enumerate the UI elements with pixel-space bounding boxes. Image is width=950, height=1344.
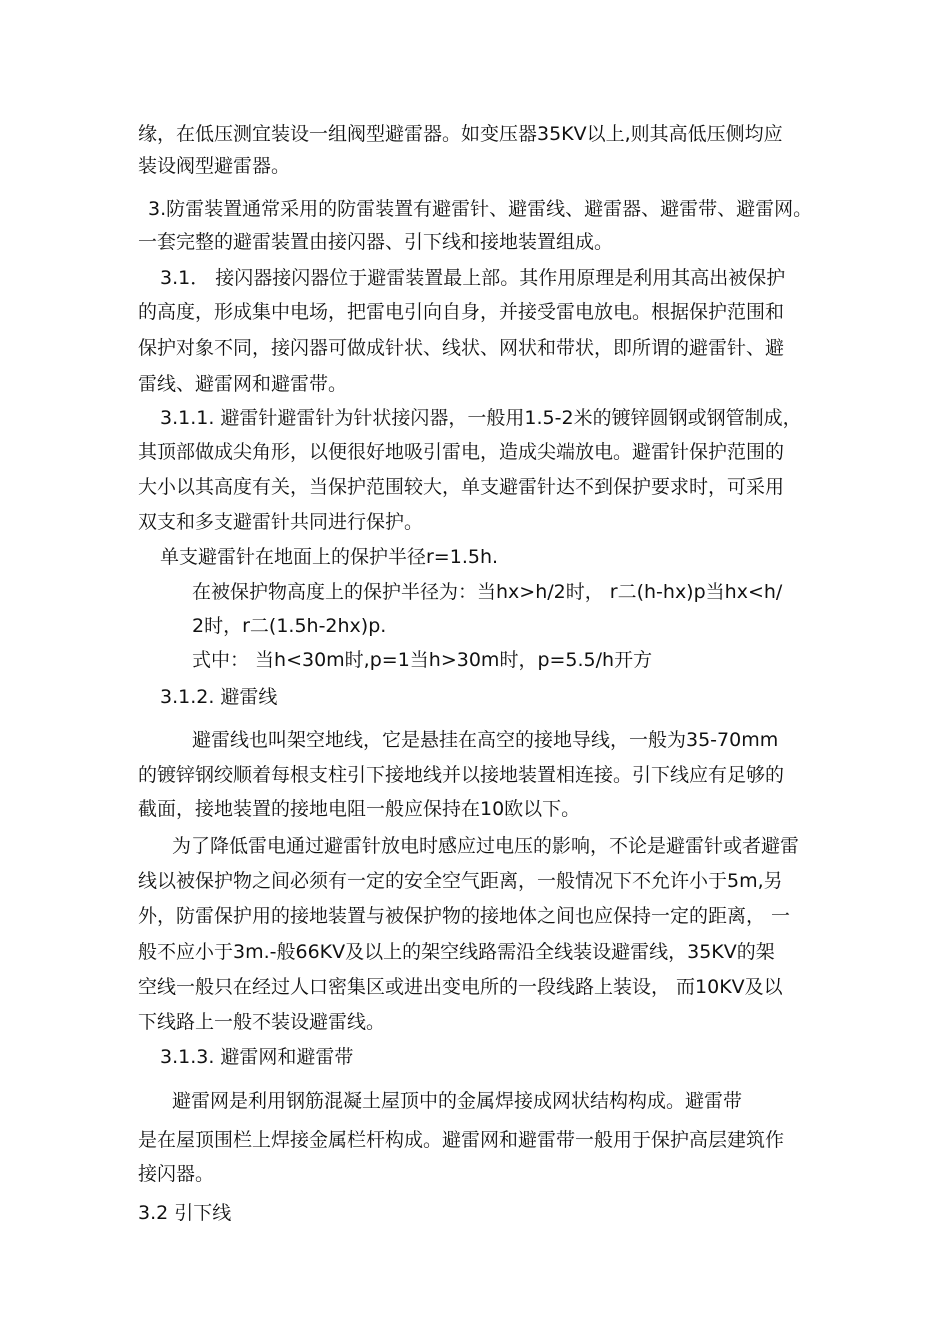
text-line: 3.1． 接闪器接闪器位于避雷装置最上部。其作用原理是利用其高出被保护 [160, 267, 786, 289]
text-line: 双支和多支避雷针共同进行保护。 [138, 511, 424, 533]
text-line: 为了降低雷电通过避雷针放电时感应过电压的影响，不论是避雷针或者避雷 [172, 835, 800, 857]
text-line: 下线路上一般不装设避雷线。 [138, 1011, 386, 1033]
text-line: 雷线、避雷网和避雷带。 [138, 373, 348, 395]
text-line: 截面，接地装置的接地电阻一般应保持在10欧以下。 [138, 798, 581, 820]
text-line: 2时，r二(1.5h-2hx)p. [192, 615, 387, 637]
text-line: 的镀锌钢绞顺着每根支柱引下接地线并以接地装置相连接。引下线应有足够的 [138, 764, 785, 786]
text-line: 式中： 当h<30m时,p=1当h>30m时，p=5.5/h开方 [192, 649, 653, 671]
text-line: 保护对象不同，接闪器可做成针状、线状、网状和带状，即所谓的避雷针、避 [138, 337, 785, 359]
text-line: 缘，在低压测宜装设一组阀型避雷器。如变压器35KV以上,则其高低压侧均应 [138, 123, 783, 145]
text-line: 避雷线也叫架空地线，它是悬挂在高空的接地导线，一般为35-70mm [192, 729, 779, 751]
text-line: 线以被保护物之间必须有一定的安全空气距离，一般情况下不允许小于5m,另 [138, 870, 783, 892]
section-heading: 3.2 引下线 [138, 1202, 232, 1224]
text-line: 外，防雷保护用的接地装置与被保护物的接地体之间也应保持一定的距离， 一 [138, 905, 791, 927]
text-line: 空线一般只在经过人口密集区或进出变电所的一段线路上装设， 而10KV及以 [138, 976, 783, 998]
text-line: 的高度，形成集中电场，把雷电引向自身，并接受雷电放电。根据保护范围和 [138, 301, 785, 323]
text-line: 3.防雷装置通常采用的防雷装置有避雷针、避雷线、避雷器、避雷带、避雷网。 [148, 198, 813, 220]
text-line: 接闪器。 [138, 1163, 215, 1185]
section-heading: 3.1.3. 避雷网和避雷带 [160, 1046, 354, 1068]
text-line: 一套完整的避雷装置由接闪器、引下线和接地装置组成。 [138, 231, 614, 253]
text-line: 单支避雷针在地面上的保护半径r=1.5h. [160, 546, 499, 568]
text-line: 其顶部做成尖角形，以便很好地吸引雷电，造成尖端放电。避雷针保护范围的 [138, 441, 785, 463]
text-line: 避雷网是利用钢筋混凝土屋顶中的金属焊接成网状结构构成。避雷带 [172, 1090, 743, 1112]
text-line: 般不应小于3m.-般66KV及以上的架空线路需沿全线装设避雷线，35KV的架 [138, 941, 775, 963]
text-line: 在被保护物高度上的保护半径为：当hx>h/2时， r二(h-hx)p当hx<h/ [192, 581, 783, 603]
text-line: 装设阀型避雷器。 [138, 155, 291, 177]
section-heading: 3.1.2. 避雷线 [160, 686, 278, 708]
text-line: 大小以其高度有关，当保护范围较大，单支避雷针达不到保护要求时，可采用 [138, 476, 785, 498]
text-line: 是在屋顶围栏上焊接金属栏杆构成。避雷网和避雷带一般用于保护高层建筑作 [138, 1129, 785, 1151]
text-line: 3.1.1. 避雷针避雷针为针状接闪器，一般用1.5-2米的镀锌圆钢或钢管制成， [160, 407, 802, 429]
